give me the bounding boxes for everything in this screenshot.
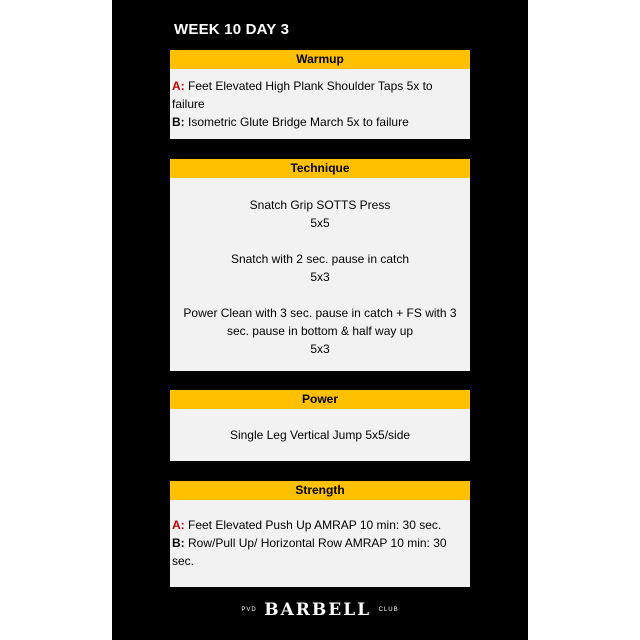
brand-name: BARBELL bbox=[264, 600, 372, 620]
exercise-sets: 5x3 bbox=[310, 342, 330, 356]
strength-item-b bbox=[172, 534, 468, 570]
strength-card bbox=[170, 481, 470, 587]
strength-item-a bbox=[172, 516, 468, 534]
brand-left: PVD bbox=[241, 607, 257, 613]
exercise-name: Snatch with 2 sec. pause in catch bbox=[230, 252, 410, 266]
power-text: Single Leg Vertical Jump 5x5/side bbox=[229, 428, 411, 442]
item-text: Feet Elevated Push Up AMRAP 10 min: 30 sec. bbox=[184, 518, 442, 532]
exercise-sets: 5x5 bbox=[310, 216, 330, 230]
strength-body bbox=[170, 500, 470, 570]
item-label: A: bbox=[172, 79, 185, 93]
power-header: Power bbox=[170, 390, 470, 409]
workout-poster bbox=[112, 0, 528, 640]
exercise-name: Snatch Grip SOTTS Press bbox=[249, 198, 391, 212]
exercise-sets: 5x3 bbox=[310, 270, 330, 284]
item-label: B: bbox=[172, 536, 185, 550]
item-text: Isometric Glute Bridge March 5x to failure bbox=[184, 115, 409, 129]
warmup-card bbox=[170, 50, 470, 139]
page-title: WEEK 10 DAY 3 bbox=[174, 21, 290, 38]
technique-body bbox=[170, 178, 470, 358]
warmup-body bbox=[170, 69, 470, 131]
warmup-item-b bbox=[172, 113, 468, 131]
technique-header: Technique bbox=[170, 159, 470, 178]
item-label: A: bbox=[172, 518, 185, 532]
warmup-header: Warmup bbox=[170, 50, 470, 69]
item-label: B: bbox=[172, 115, 185, 129]
exercise-name-cont: sec. pause in bottom & half way up bbox=[226, 324, 414, 338]
exercise-name: Power Clean with 3 sec. pause in catch + FS with 3 bbox=[183, 306, 457, 320]
warmup-item-a bbox=[172, 77, 468, 113]
brand-right: CLUB bbox=[378, 607, 399, 613]
item-text: Feet Elevated High Plank Shoulder Taps 5x to failure bbox=[172, 79, 433, 111]
power-card bbox=[170, 390, 470, 461]
item-text: Row/Pull Up/ Horizontal Row AMRAP 10 min: 30 sec. bbox=[172, 536, 447, 568]
technique-card bbox=[170, 159, 470, 371]
strength-header: Strength bbox=[170, 481, 470, 500]
brand-logo bbox=[112, 600, 528, 620]
